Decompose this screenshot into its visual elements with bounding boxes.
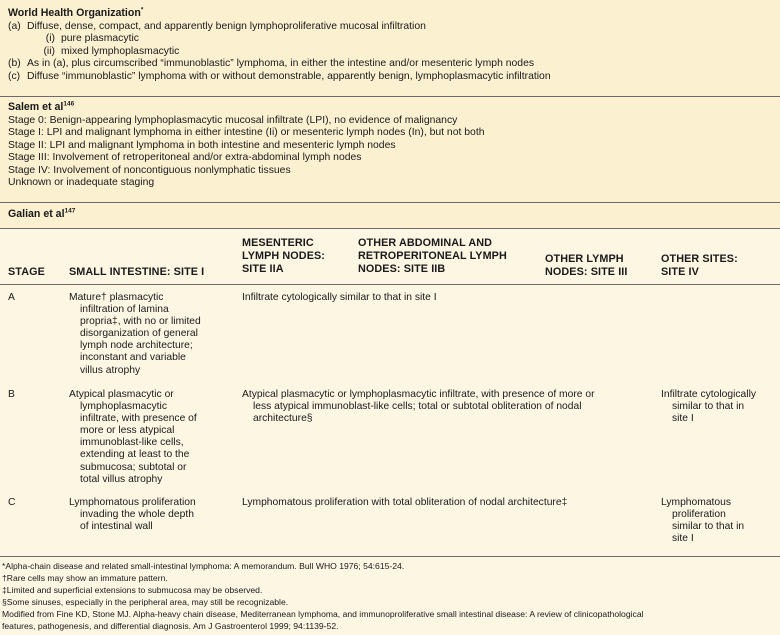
row-c-site4: Lymphomatous proliferation similar to that in site I bbox=[661, 497, 745, 545]
salem-stage-line: Stage IV: Involvement of noncontiguous nonlymphatic tissues bbox=[8, 164, 291, 176]
footnote: features, pathogenesis, and differential diagnosis. Am J Gastroenterol 1999; 94:1139-52. bbox=[2, 621, 339, 631]
header-stage: STAGE bbox=[8, 266, 45, 278]
row-c-site2: Lymphomatous proliferation with total obliteration of nodal architecture‡ bbox=[242, 497, 568, 508]
header-site2b: OTHER ABDOMINAL AND RETROPERITONEAL LYMPH NODES: SITE IIB bbox=[358, 237, 507, 275]
salem-title: Salem et $al^{146}$ bbox=[8, 100, 75, 113]
row-b-stage: B bbox=[8, 389, 15, 400]
galian-title: Galian et $al^{147}$ bbox=[8, 207, 76, 220]
salem-stage-line: Stage 0: Benign-appearing lymphoplasmacytic mucosal infiltrate (LPI), no evidence of malignancy bbox=[8, 115, 458, 126]
row-a-site2: Infiltrate cytologically similar to that in site I bbox=[242, 292, 437, 303]
galian-section bbox=[0, 208, 780, 221]
who-item: (b) As in (a), plus circumscribed “immunoblastic” lymphoma, in either the intestine and/or mesenteric lymph nodes bbox=[8, 58, 535, 70]
row-b-site1: Atypical plasmacytic or lymphoplasmacytic infiltrate, with presence of more or less atypical immunoblast-like cells, extending at least to the submucosa; subtotal or total villus atrophy bbox=[69, 389, 197, 485]
salem-stage-line: Stage III: Involvement of retroperitoneal and/or extra-abdominal lymph nodes bbox=[8, 152, 362, 164]
footnote: *Alpha-chain disease and related small-intestinal lymphoma: A memorandum. Bull WHO 1976; 54:615-24. bbox=[2, 561, 405, 571]
section-divider bbox=[0, 228, 780, 229]
header-divider bbox=[0, 284, 780, 285]
salem-section bbox=[0, 101, 780, 189]
row-c-site1: Lymphomatous proliferation invading the whole depth of intestinal wall bbox=[69, 497, 196, 533]
who-title: World Health Organization* bbox=[8, 6, 144, 19]
header-site4: OTHER SITES: SITE IV bbox=[661, 253, 738, 278]
salem-stage-line: Unknown or inadequate staging bbox=[8, 177, 155, 189]
header-site1: SMALL INTESTINE: SITE I bbox=[69, 266, 205, 278]
table-bottom-rule bbox=[0, 556, 780, 557]
footnote: §Some sinuses, especially in the peripheral area, may still be recognizable. bbox=[2, 597, 289, 607]
row-a-site1: Mature† plasmacytic infiltration of lamina propria‡, with no or limited disorganization of general lymph node architecture; inconstant and variable villus atrophy bbox=[69, 292, 201, 376]
who-subitem: (ii) mixed lymphoplasmacytic bbox=[43, 45, 180, 57]
header-site3: OTHER LYMPH NODES: SITE III bbox=[545, 253, 628, 278]
row-b-site2: Atypical plasmacytic or lymphoplasmacytic infiltrate, with presence of more or less atypical immunoblast-like cells; total or subtotal obliteration of nodal architecture§ bbox=[242, 389, 595, 425]
footnote: Modified from Fine KD, Stone MJ. Alpha-heavy chain disease, Mediterranean lymphoma, and immunoproliferative small intestinal disease: A review of clinicopathological bbox=[2, 609, 644, 619]
salem-stage-line: Stage I: LPI and malignant lymphoma in either intestine (Ii) or mesenteric lymph nodes (In), but not both bbox=[8, 127, 485, 139]
who-subitem: (i) pure plasmacytic bbox=[45, 33, 139, 45]
who-item: (c) Diffuse “immunoblastic” lymphoma with or without demonstrable, apparently benign, lymphoplasmacytic infiltration bbox=[8, 70, 551, 82]
who-section bbox=[0, 7, 780, 83]
header-site2a: MESENTERIC LYMPH NODES: SITE IIA bbox=[242, 237, 325, 275]
footnote: †Rare cells may show an immature pattern. bbox=[2, 573, 168, 583]
footnote: ‡Limited and superficial extensions to submucosa may be observed. bbox=[2, 585, 263, 595]
row-a-stage: A bbox=[8, 292, 15, 303]
row-b-site4: Infiltrate cytologically similar to that in site I bbox=[661, 389, 756, 425]
salem-stage-line: Stage II: LPI and malignant lymphoma in both intestine and mesenteric lymph nodes bbox=[8, 139, 396, 151]
row-c-stage: C bbox=[8, 497, 16, 508]
who-item: (a) Diffuse, dense, compact, and apparently benign lymphoproliferative mucosal infiltration bbox=[8, 21, 426, 32]
